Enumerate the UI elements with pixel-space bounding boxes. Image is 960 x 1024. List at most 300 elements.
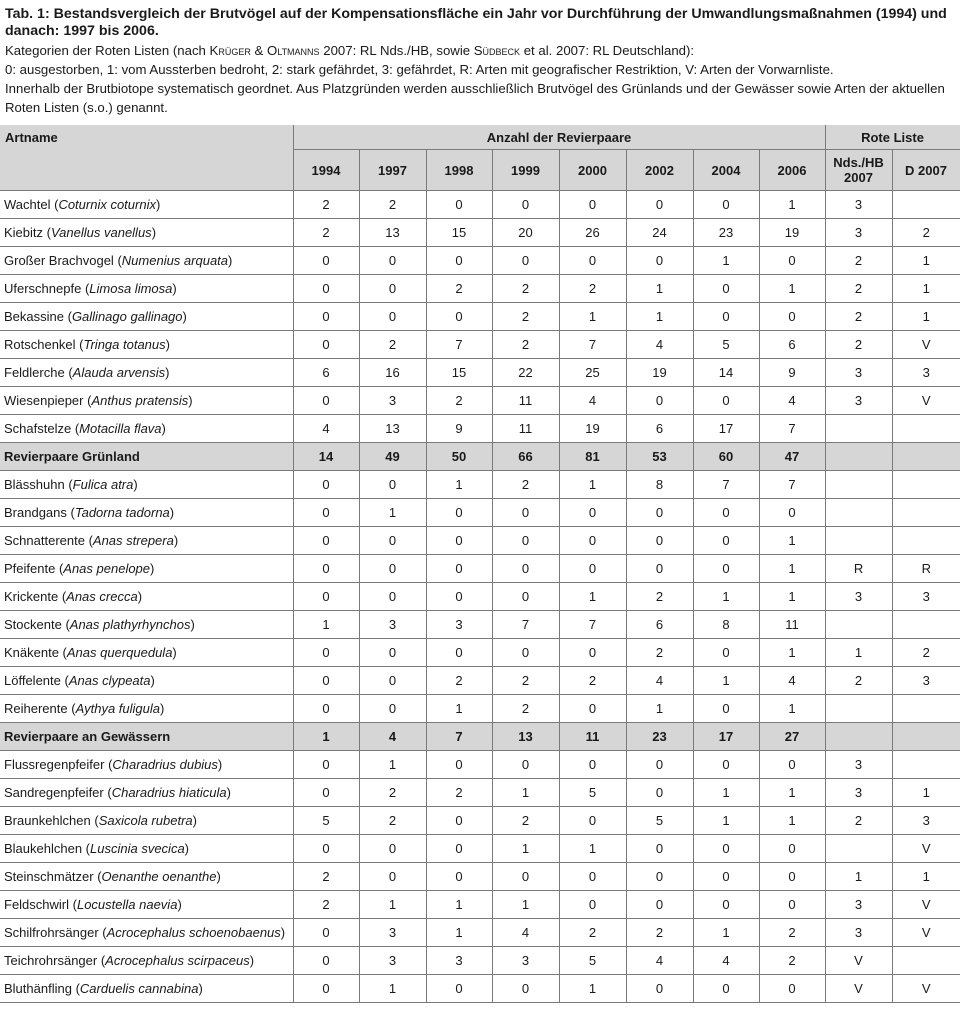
header-year: 2004	[693, 150, 759, 191]
cell-count-1999: 1	[492, 891, 559, 919]
cell-rl-nds	[825, 723, 892, 751]
cell-count-2004: 1	[693, 247, 759, 275]
paren-open: (	[63, 309, 72, 324]
cell-rl-d	[892, 471, 960, 499]
paren-close: )	[160, 701, 165, 716]
cell-count-1997: 3	[359, 611, 426, 639]
cell-count-1997: 49	[359, 443, 426, 471]
header-year: 2006	[759, 150, 825, 191]
cell-count-1997: 1	[359, 499, 426, 527]
cell-count-2006: 27	[759, 723, 825, 751]
cell-artname	[0, 555, 293, 583]
cell-count-1998: 2	[426, 387, 492, 415]
paren-close: )	[182, 309, 187, 324]
cell-artname	[0, 303, 293, 331]
cell-rl-nds: 3	[825, 191, 892, 219]
cell-count-2006: 1	[759, 583, 825, 611]
table-row	[0, 611, 960, 639]
paren-open: (	[97, 953, 106, 968]
cell-count-2004: 23	[693, 219, 759, 247]
cell-count-1999: 2	[492, 807, 559, 835]
cell-count-2006: 4	[759, 667, 825, 695]
cell-rl-nds	[825, 527, 892, 555]
cell-count-1994: 0	[293, 639, 359, 667]
cell-artname	[0, 359, 293, 387]
cell-rl-d	[892, 527, 960, 555]
species-name: Feldschwirl	[4, 897, 70, 912]
cell-count-2006: 11	[759, 611, 825, 639]
caption-line-legend: 0: ausgestorben, 1: vom Aussterben bedroht, 2: stark gefährdet, 3: gefährdet, R: Arten mit geografischer Restriktion, V: Arten der Vorwarnliste.	[5, 62, 834, 77]
cell-count-1999: 7	[492, 611, 559, 639]
header-year: 2002	[626, 150, 693, 191]
paren-open: (	[58, 589, 67, 604]
cell-count-2002: 0	[626, 891, 693, 919]
cell-artname	[0, 499, 293, 527]
paren-open: (	[71, 981, 80, 996]
paren-open: (	[69, 897, 77, 912]
cell-count-2002: 5	[626, 807, 693, 835]
cell-rl-d	[892, 723, 960, 751]
cell-rl-nds: R	[825, 555, 892, 583]
cell-count-1998: 2	[426, 779, 492, 807]
cell-rl-d: 3	[892, 583, 960, 611]
cell-artname	[0, 611, 293, 639]
species-latin-name: Acrocephalus scirpaceus	[105, 953, 250, 968]
cell-rl-nds: 2	[825, 331, 892, 359]
cell-artname	[0, 443, 293, 471]
species-latin-name: Anas plathyrhynchos	[69, 617, 191, 632]
cell-rl-d: 1	[892, 247, 960, 275]
cell-count-2002: 4	[626, 947, 693, 975]
species-latin-name: Anas penelope	[63, 561, 151, 576]
cell-rl-d: 1	[892, 275, 960, 303]
cell-artname	[0, 583, 293, 611]
paren-close: )	[137, 589, 143, 604]
cell-count-1997: 0	[359, 527, 426, 555]
cell-count-2004: 0	[693, 303, 759, 331]
cell-count-2006: 0	[759, 247, 825, 275]
cell-count-2002: 53	[626, 443, 693, 471]
species-name: Knäkente	[4, 645, 59, 660]
cell-count-2004: 0	[693, 695, 759, 723]
cell-count-1999: 0	[492, 247, 559, 275]
cell-count-1999: 20	[492, 219, 559, 247]
cell-count-1998: 0	[426, 751, 492, 779]
species-name: Sandregenpfeifer	[4, 785, 104, 800]
cell-count-2006: 1	[759, 527, 825, 555]
species-latin-name: Luscinia svecica	[90, 841, 185, 856]
table-container	[0, 125, 960, 1003]
cell-count-2000: 19	[559, 415, 626, 443]
species-latin-name: Aythya fuligula	[75, 701, 160, 716]
paren-close: )	[226, 785, 231, 800]
cell-count-1999: 2	[492, 331, 559, 359]
cell-count-2006: 4	[759, 387, 825, 415]
paren-open: (	[71, 421, 80, 436]
cell-count-2000: 5	[559, 779, 626, 807]
caption-author-suedbeck: Südbeck	[473, 43, 521, 58]
species-latin-name: Oenanthe oenanthe	[101, 869, 217, 884]
cell-rl-d	[892, 611, 960, 639]
cell-count-2006: 47	[759, 443, 825, 471]
paren-open: (	[64, 365, 73, 380]
cell-count-2002: 0	[626, 191, 693, 219]
summary-row	[0, 443, 960, 471]
cell-count-2004: 1	[693, 583, 759, 611]
cell-count-2006: 19	[759, 219, 825, 247]
paren-open: (	[84, 533, 93, 548]
cell-count-1998: 1	[426, 891, 492, 919]
cell-count-1998: 0	[426, 835, 492, 863]
cell-count-2002: 0	[626, 863, 693, 891]
species-latin-name: Coturnix coturnix	[58, 197, 156, 212]
cell-rl-nds: 3	[825, 751, 892, 779]
cell-count-1997: 16	[359, 359, 426, 387]
breeding-birds-table	[0, 125, 960, 1003]
cell-count-1999: 4	[492, 919, 559, 947]
paren-open: (	[83, 393, 92, 408]
species-latin-name: Locustella naevia	[76, 897, 178, 912]
cell-artname	[0, 415, 293, 443]
table-row	[0, 919, 960, 947]
cell-rl-d: R	[892, 555, 960, 583]
cell-count-1994: 2	[293, 219, 359, 247]
species-latin-name: Charadrius hiaticula	[111, 785, 227, 800]
cell-count-2006: 1	[759, 191, 825, 219]
table-caption	[5, 6, 955, 117]
cell-count-2002: 0	[626, 499, 693, 527]
cell-count-2000: 1	[559, 471, 626, 499]
cell-rl-d	[892, 947, 960, 975]
cell-count-1994: 0	[293, 303, 359, 331]
species-name: Uferschnepfe	[4, 281, 82, 296]
cell-count-1997: 0	[359, 471, 426, 499]
cell-count-1998: 7	[426, 723, 492, 751]
cell-count-2004: 14	[693, 359, 759, 387]
species-latin-name: Numenius arquata	[121, 253, 229, 268]
cell-count-2004: 0	[693, 527, 759, 555]
cell-count-1998: 50	[426, 443, 492, 471]
cell-count-2006: 0	[759, 975, 825, 1003]
cell-artname	[0, 723, 293, 751]
cell-count-2002: 1	[626, 303, 693, 331]
paren-close: )	[173, 533, 179, 548]
cell-count-2000: 2	[559, 275, 626, 303]
cell-count-1997: 1	[359, 751, 426, 779]
cell-rl-d	[892, 415, 960, 443]
table-row	[0, 975, 960, 1003]
cell-count-1994: 0	[293, 835, 359, 863]
species-latin-name: Anas crecca	[66, 589, 138, 604]
cell-count-1998: 2	[426, 667, 492, 695]
cell-rl-d: 2	[892, 639, 960, 667]
cell-rl-d	[892, 499, 960, 527]
cell-count-1997: 0	[359, 555, 426, 583]
cell-count-2006: 0	[759, 891, 825, 919]
cell-count-1994: 0	[293, 583, 359, 611]
cell-count-1994: 0	[293, 919, 359, 947]
cell-count-2000: 0	[559, 639, 626, 667]
paren-close: )	[198, 981, 203, 996]
cell-count-1997: 0	[359, 583, 426, 611]
cell-count-1999: 2	[492, 471, 559, 499]
cell-count-1998: 1	[426, 919, 492, 947]
cell-count-1994: 0	[293, 247, 359, 275]
table-row	[0, 779, 960, 807]
species-name: Braunkehlchen	[4, 813, 91, 828]
cell-count-1999: 0	[492, 583, 559, 611]
cell-artname	[0, 779, 293, 807]
header-rl-d: D 2007	[892, 150, 960, 191]
paren-close: )	[280, 925, 286, 940]
cell-rl-d: V	[892, 387, 960, 415]
header-year: 1999	[492, 150, 559, 191]
species-latin-name: Acrocephalus schoenobaenus	[106, 925, 281, 940]
species-latin-name: Anthus pratensis	[91, 393, 189, 408]
cell-count-2002: 0	[626, 527, 693, 555]
cell-count-2006: 0	[759, 835, 825, 863]
cell-count-1997: 0	[359, 639, 426, 667]
cell-count-2004: 0	[693, 639, 759, 667]
cell-rl-d: 1	[892, 303, 960, 331]
cell-count-2002: 1	[626, 695, 693, 723]
cell-count-1994: 0	[293, 751, 359, 779]
paren-close: )	[184, 841, 190, 856]
cell-count-2000: 7	[559, 611, 626, 639]
cell-artname	[0, 807, 293, 835]
table-row	[0, 303, 960, 331]
cell-rl-nds: 3	[825, 387, 892, 415]
cell-artname	[0, 247, 293, 275]
cell-count-2000: 0	[559, 751, 626, 779]
cell-rl-d	[892, 443, 960, 471]
header-anzahl: Anzahl der Revierpaare	[293, 125, 825, 150]
cell-count-2000: 7	[559, 331, 626, 359]
species-name: Bekassine	[4, 309, 64, 324]
cell-artname	[0, 191, 293, 219]
cell-count-2006: 2	[759, 919, 825, 947]
cell-count-1999: 0	[492, 527, 559, 555]
cell-count-2000: 1	[559, 835, 626, 863]
species-latin-name: Tadorna tadorna	[74, 505, 170, 520]
table-row	[0, 583, 960, 611]
cell-count-1999: 2	[492, 695, 559, 723]
paren-close: )	[150, 673, 155, 688]
cell-count-1999: 0	[492, 191, 559, 219]
cell-count-2000: 0	[559, 695, 626, 723]
cell-count-2006: 2	[759, 947, 825, 975]
cell-rl-d: 1	[892, 863, 960, 891]
table-body	[0, 191, 960, 1003]
caption-line-note: Innerhalb der Brutbiotope systematisch geordnet. Aus Platzgründen werden ausschließlich Brutvögel des Grünlands und der Gewässer sowie Arten der aktuellen Roten Listen (s.o.) genannt.	[5, 81, 945, 115]
species-name: Rotschenkel	[4, 337, 76, 352]
species-name: Blaukehlchen	[4, 841, 83, 856]
table-row	[0, 499, 960, 527]
cell-count-2004: 1	[693, 667, 759, 695]
cell-count-2002: 8	[626, 471, 693, 499]
cell-count-2000: 1	[559, 583, 626, 611]
table-row	[0, 471, 960, 499]
cell-rl-nds	[825, 471, 892, 499]
cell-count-1999: 1	[492, 779, 559, 807]
cell-count-2006: 6	[759, 331, 825, 359]
cell-count-2000: 0	[559, 807, 626, 835]
cell-count-2006: 1	[759, 695, 825, 723]
cell-count-1994: 2	[293, 191, 359, 219]
paren-open: (	[55, 561, 64, 576]
cell-count-2002: 23	[626, 723, 693, 751]
cell-count-2000: 1	[559, 975, 626, 1003]
cell-count-1994: 1	[293, 611, 359, 639]
paren-close: )	[151, 225, 157, 240]
cell-count-1997: 0	[359, 695, 426, 723]
species-name: Großer Brachvogel	[4, 253, 114, 268]
paren-close: )	[172, 281, 177, 296]
paren-close: )	[216, 869, 221, 884]
cell-count-2002: 4	[626, 331, 693, 359]
cell-count-2000: 11	[559, 723, 626, 751]
species-latin-name: Carduelis cannabina	[79, 981, 199, 996]
cell-count-2002: 0	[626, 555, 693, 583]
cell-count-1998: 0	[426, 807, 492, 835]
cell-rl-nds: V	[825, 947, 892, 975]
caption-line1-pre: Kategorien der Roten Listen (nach	[5, 43, 210, 58]
species-name: Schnatterente	[4, 533, 85, 548]
table-row	[0, 359, 960, 387]
species-name: Revierpaare Grünland	[4, 449, 140, 464]
cell-count-2004: 60	[693, 443, 759, 471]
cell-count-2002: 0	[626, 751, 693, 779]
cell-count-1994: 0	[293, 527, 359, 555]
cell-count-2000: 0	[559, 891, 626, 919]
cell-rl-d: 3	[892, 359, 960, 387]
cell-count-2006: 1	[759, 555, 825, 583]
paren-open: (	[75, 337, 84, 352]
paren-close: )	[169, 505, 175, 520]
cell-count-1998: 15	[426, 359, 492, 387]
species-name: Kiebitz	[4, 225, 44, 240]
cell-count-2004: 17	[693, 415, 759, 443]
cell-count-1994: 0	[293, 387, 359, 415]
cell-rl-d: 3	[892, 667, 960, 695]
cell-rl-nds: 3	[825, 583, 892, 611]
cell-rl-nds	[825, 835, 892, 863]
table-row	[0, 751, 960, 779]
cell-artname	[0, 975, 293, 1003]
header-year: 1994	[293, 150, 359, 191]
cell-count-2000: 0	[559, 247, 626, 275]
cell-count-1999: 2	[492, 275, 559, 303]
table-row	[0, 555, 960, 583]
cell-rl-d: V	[892, 975, 960, 1003]
cell-count-1994: 5	[293, 807, 359, 835]
summary-row	[0, 723, 960, 751]
cell-rl-d: 3	[892, 807, 960, 835]
paren-open: (	[90, 813, 99, 828]
cell-count-2002: 0	[626, 975, 693, 1003]
cell-rl-nds: 2	[825, 275, 892, 303]
paren-open: (	[66, 505, 75, 520]
table-row	[0, 667, 960, 695]
cell-count-1997: 13	[359, 219, 426, 247]
cell-count-2004: 17	[693, 723, 759, 751]
cell-count-1998: 0	[426, 975, 492, 1003]
cell-count-2006: 1	[759, 275, 825, 303]
cell-count-2006: 1	[759, 639, 825, 667]
header-year: 1997	[359, 150, 426, 191]
paren-open: (	[43, 225, 51, 240]
species-latin-name: Anas strepera	[92, 533, 174, 548]
cell-count-2006: 0	[759, 751, 825, 779]
species-latin-name: Anas clypeata	[68, 673, 151, 688]
cell-count-1994: 4	[293, 415, 359, 443]
cell-rl-d: 1	[892, 779, 960, 807]
cell-count-1999: 2	[492, 303, 559, 331]
paren-open: (	[64, 477, 73, 492]
cell-count-1998: 0	[426, 191, 492, 219]
cell-rl-nds: 3	[825, 779, 892, 807]
cell-count-1997: 3	[359, 387, 426, 415]
cell-rl-d: 2	[892, 219, 960, 247]
cell-count-1998: 0	[426, 247, 492, 275]
cell-count-1994: 14	[293, 443, 359, 471]
cell-count-2002: 0	[626, 835, 693, 863]
cell-count-1998: 2	[426, 275, 492, 303]
caption-author-krueger: Krüger & Oltmanns	[209, 43, 320, 58]
species-latin-name: Vanellus vanellus	[50, 225, 152, 240]
paren-open: (	[82, 841, 91, 856]
cell-artname	[0, 947, 293, 975]
table-row	[0, 835, 960, 863]
cell-count-2004: 0	[693, 835, 759, 863]
species-name: Pfeifente	[4, 561, 56, 576]
paren-close: )	[249, 953, 255, 968]
header-rl-nds: Nds./HB 2007	[825, 150, 892, 191]
cell-count-1994: 2	[293, 891, 359, 919]
cell-count-2000: 0	[559, 555, 626, 583]
cell-count-1997: 1	[359, 975, 426, 1003]
table-row	[0, 247, 960, 275]
cell-count-1997: 1	[359, 891, 426, 919]
paren-open: (	[67, 701, 76, 716]
cell-count-2006: 7	[759, 415, 825, 443]
species-name: Schilfrohrsänger	[4, 925, 99, 940]
cell-count-2006: 1	[759, 807, 825, 835]
cell-count-1999: 0	[492, 639, 559, 667]
cell-rl-d: V	[892, 331, 960, 359]
cell-count-2006: 1	[759, 779, 825, 807]
cell-count-1994: 6	[293, 359, 359, 387]
cell-artname	[0, 919, 293, 947]
paren-open: (	[61, 617, 70, 632]
cell-count-2000: 2	[559, 667, 626, 695]
cell-count-2004: 4	[693, 947, 759, 975]
cell-count-2004: 7	[693, 471, 759, 499]
cell-count-1999: 13	[492, 723, 559, 751]
cell-rl-nds: 1	[825, 639, 892, 667]
cell-count-2006: 0	[759, 303, 825, 331]
caption-line-categories	[5, 41, 955, 60]
paren-close: )	[190, 617, 195, 632]
cell-count-2000: 81	[559, 443, 626, 471]
cell-rl-d: V	[892, 891, 960, 919]
cell-rl-nds	[825, 611, 892, 639]
species-latin-name: Tringa totanus	[83, 337, 166, 352]
cell-count-2004: 0	[693, 751, 759, 779]
paren-open: (	[60, 673, 69, 688]
species-name: Bluthänfling	[4, 981, 72, 996]
paren-close: )	[150, 561, 155, 576]
